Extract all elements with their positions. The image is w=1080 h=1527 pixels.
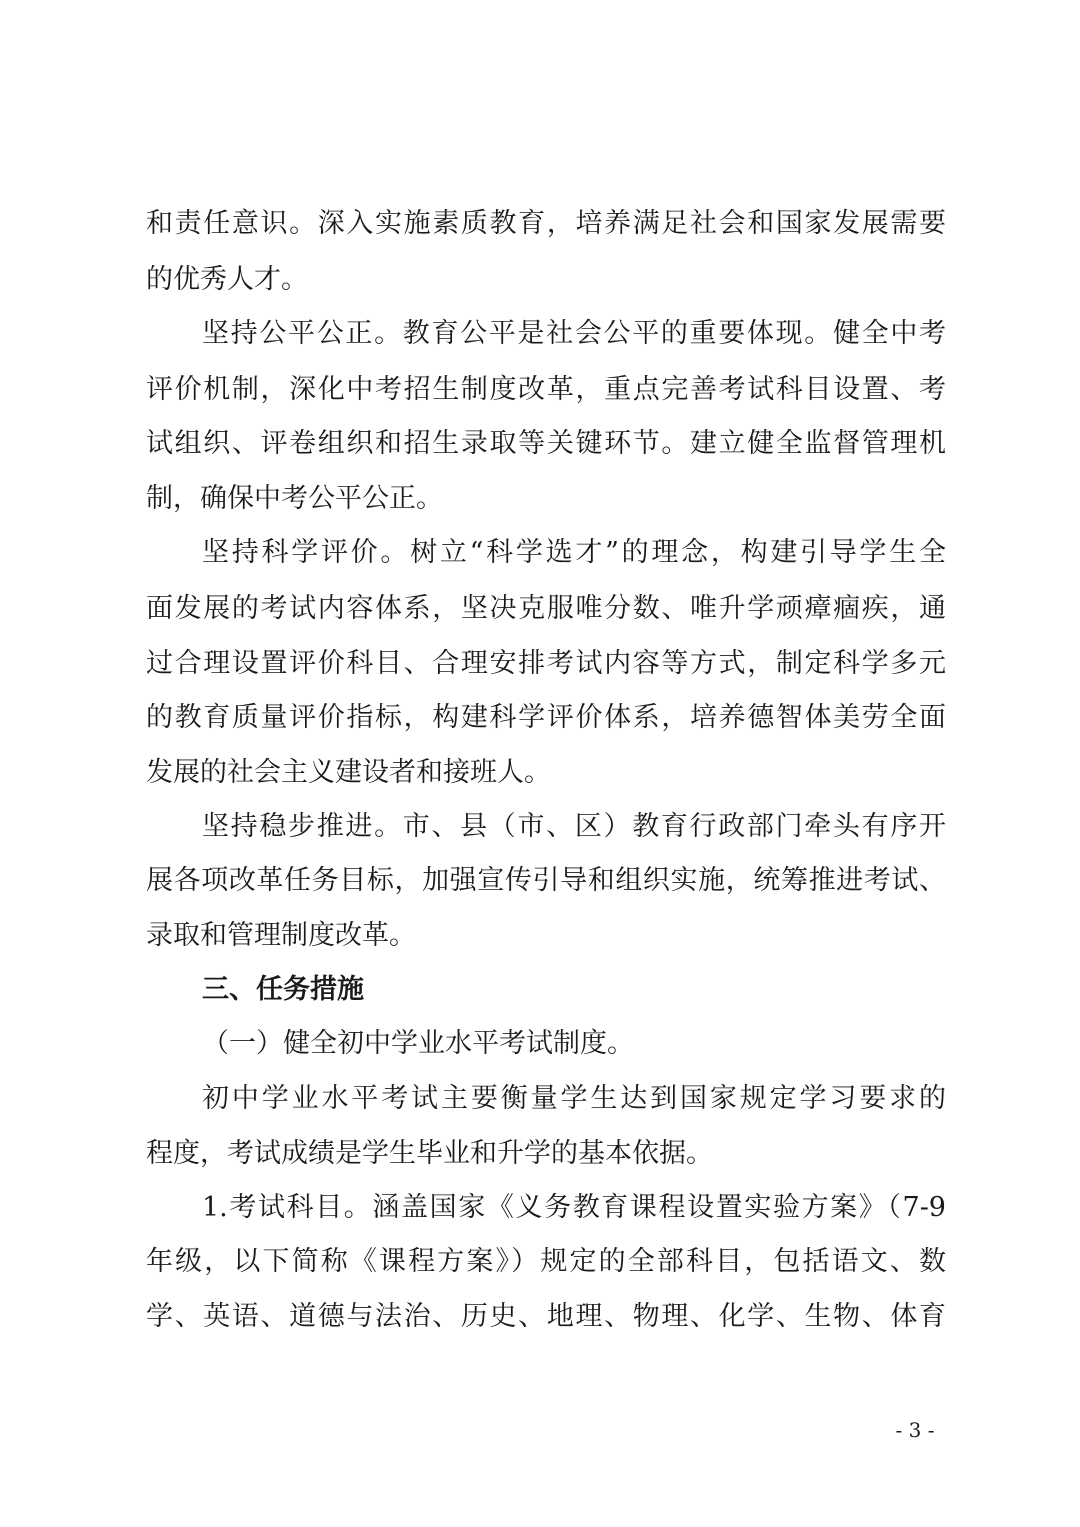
paragraph-first-line: 坚持公平公正。教育公平是社会公平的重要体现。健全中考 <box>202 318 946 349</box>
body-line: 过合理设置评价科目、合理安排考试内容等方式，制定科学多元 <box>146 648 946 679</box>
body-line: 的教育质量评价指标，构建科学评价体系，培养德智体美劳全面 <box>146 702 946 733</box>
paragraph-first-line: 坚持科学评价。树立“科学选才”的理念，构建引导学生全 <box>202 537 946 568</box>
body-line: 和责任意识。深入实施素质教育，培养满足社会和国家发展需要 <box>146 208 946 239</box>
subsection-heading: （一）健全初中学业水平考试制度。 <box>202 1028 634 1059</box>
body-line: 展各项改革任务目标，加强宣传引导和组织实施，统筹推进考试、 <box>146 865 946 896</box>
body-line: 面发展的考试内容体系，坚决克服唯分数、唯升学顽瘴痼疾，通 <box>146 593 946 624</box>
body-line: 程度，考试成绩是学生毕业和升学的基本依据。 <box>146 1138 713 1169</box>
paragraph-first-line: 1.考试科目。涵盖国家《义务教育课程设置实验方案》（7-9 <box>202 1192 946 1223</box>
body-line: 的优秀人才。 <box>146 264 308 295</box>
paragraph-first-line: 初中学业水平考试主要衡量学生达到国家规定学习要求的 <box>202 1083 946 1114</box>
body-line: 学、英语、道德与法治、历史、地理、物理、化学、生物、体育 <box>146 1301 946 1332</box>
body-line: 发展的社会主义建设者和接班人。 <box>146 757 551 788</box>
body-line: 试组织、评卷组织和招生录取等关键环节。建立健全监督管理机 <box>146 428 946 459</box>
body-line: 评价机制，深化中考招生制度改革，重点完善考试科目设置、考 <box>146 374 946 405</box>
page-number: - 3 - <box>895 1418 935 1442</box>
body-line: 录取和管理制度改革。 <box>146 920 416 951</box>
section-heading: 三、任务措施 <box>202 974 364 1005</box>
body-line: 制，确保中考公平公正。 <box>146 483 443 514</box>
body-line: 年级，以下简称《课程方案》）规定的全部科目，包括语文、数 <box>146 1246 946 1277</box>
paragraph-first-line: 坚持稳步推进。市、县（市、区）教育行政部门牵头有序开 <box>202 811 946 842</box>
